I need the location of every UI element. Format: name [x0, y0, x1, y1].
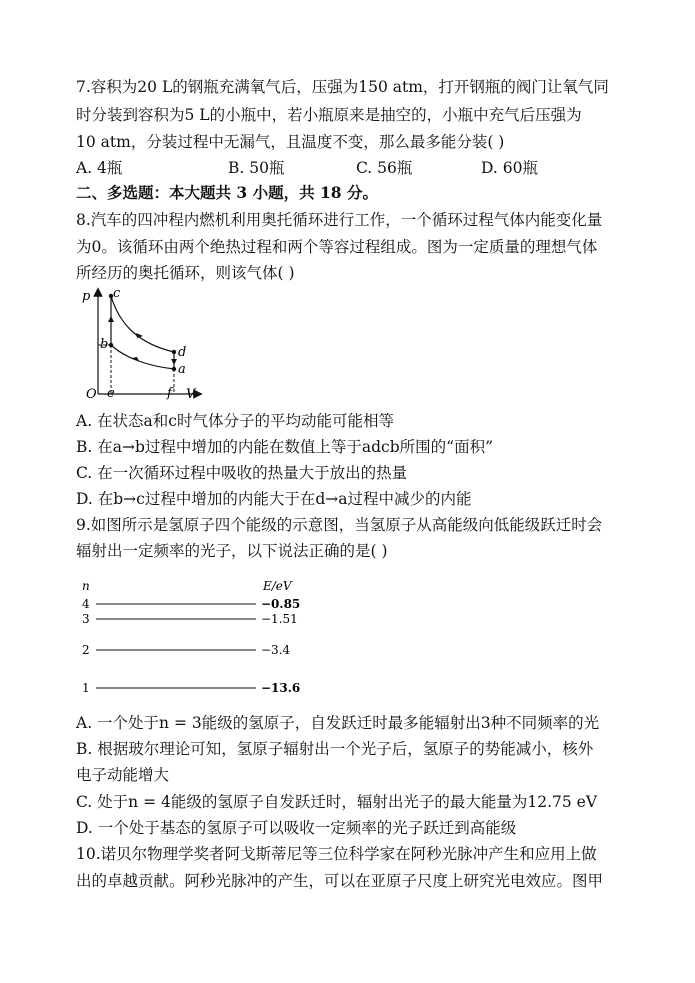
n-column-label: n — [82, 579, 90, 593]
otto-cycle-figure — [80, 286, 210, 401]
level-1 — [82, 681, 300, 695]
level-4-n: 4 — [82, 597, 90, 611]
level-3 — [82, 612, 298, 626]
adiabat-ba — [111, 345, 174, 369]
q9-option-b[interactable]: B. 根据玻尔理论可知，氢原子辐射出一个光子后，氢原子的势能减小，核外 — [76, 740, 594, 758]
q9-option-a[interactable]: A. 一个处于n = 3能级的氢原子，自发跃迁时最多能辐射出3种不同频率的光 — [76, 714, 600, 732]
q9-option-c[interactable]: C. 处于n = 4能级的氢原子自发跃迁时，辐射出光子的最大能量为12.75 eV — [76, 793, 598, 811]
arrow-bc-icon — [108, 316, 114, 322]
q8-line-3: 所经历的奥托循环，则该气体( ) — [76, 264, 295, 282]
level-4-energy: −0.85 — [261, 597, 301, 611]
level-1-n: 1 — [82, 681, 90, 695]
q10-line-2: 出的卓越贡献。阿秒光脉冲的产生，可以在亚原子尺度上研究光电效应。图甲 — [76, 872, 604, 890]
section-2-title: 二、多选题：本大题共 3 小题，共 18 分。 — [76, 183, 378, 202]
q8-option-b[interactable]: B. 在a→b过程中增加的内能在数值上等于adcb所围的“面积” — [76, 438, 494, 456]
p-axis-label: p — [82, 289, 91, 304]
origin-label: O — [86, 387, 97, 401]
point-d — [172, 350, 176, 354]
label-a: a — [178, 362, 186, 377]
level-2-energy: −3.4 — [261, 643, 291, 657]
q9-option-b-cont: 电子动能增大 — [76, 766, 170, 784]
q7-option-b[interactable]: B. 50瓶 — [228, 159, 285, 177]
point-a — [172, 367, 176, 371]
q8-option-a[interactable]: A. 在状态a和c时气体分子的平均动能可能相等 — [76, 412, 394, 430]
q9-option-d[interactable]: D. 一个处于基态的氢原子可以吸收一定频率的光子跃迁到高能级 — [76, 819, 517, 837]
q9-line-1: 9.如图所示是氢原子四个能级的示意图，当氢原子从高能级向低能级跃迁时会 — [76, 516, 603, 534]
q10-line-1: 10.诺贝尔物理学奖者阿戈斯蒂尼等三位科学家在阿秒光脉冲产生和应用上做 — [76, 845, 597, 863]
label-e: e — [107, 386, 115, 401]
label-c: c — [113, 286, 121, 301]
adiabat-cd — [111, 296, 174, 352]
q7-option-a[interactable]: A. 4瓶 — [76, 159, 123, 177]
q8-line-2: 为0。该循环由两个绝热过程和两个等容过程组成。图为一定质量的理想气体 — [76, 238, 598, 256]
q7-line-2: 时分装到容积为5 L的小瓶中，若小瓶原来是抽空的，小瓶中充气后压强为 — [76, 106, 582, 124]
label-d: d — [178, 345, 187, 360]
q7-option-d[interactable]: D. 60瓶 — [481, 159, 538, 177]
q9-line-2: 辐射出一定频率的光子，以下说法正确的是( ) — [76, 542, 388, 560]
point-b — [109, 343, 113, 347]
level-2-n: 2 — [82, 643, 90, 657]
q8-option-c[interactable]: C. 在一次循环过程中吸收的热量大于放出的热量 — [76, 464, 408, 482]
q8-option-d[interactable]: D. 在b→c过程中增加的内能大于在d→a过程中减少的内能 — [76, 490, 472, 508]
level-3-energy: −1.51 — [261, 612, 298, 626]
energy-column-label: E/eV — [263, 579, 292, 593]
v-axis-label: V — [186, 387, 196, 401]
energy-level-figure — [80, 576, 320, 701]
q8-line-1: 8.汽车的四冲程内燃机利用奥托循环进行工作，一个循环过程气体内能变化量 — [76, 211, 603, 229]
level-4 — [82, 597, 300, 611]
level-3-n: 3 — [82, 612, 90, 626]
q7-option-c[interactable]: C. 56瓶 — [356, 159, 413, 177]
label-f: f — [167, 386, 172, 401]
label-b: b — [100, 337, 109, 352]
level-2 — [82, 643, 291, 657]
arrow-da-icon — [171, 359, 177, 365]
q7-line-3: 10 atm，分装过程中无漏气，且温度不变，那么最多能分装( ) — [76, 133, 505, 151]
level-1-energy: −13.6 — [261, 681, 301, 695]
q7-line-1: 7.容积为20 L的钢瓶充满氧气后，压强为150 atm，打开钢瓶的阀门让氧气同 — [76, 78, 609, 96]
